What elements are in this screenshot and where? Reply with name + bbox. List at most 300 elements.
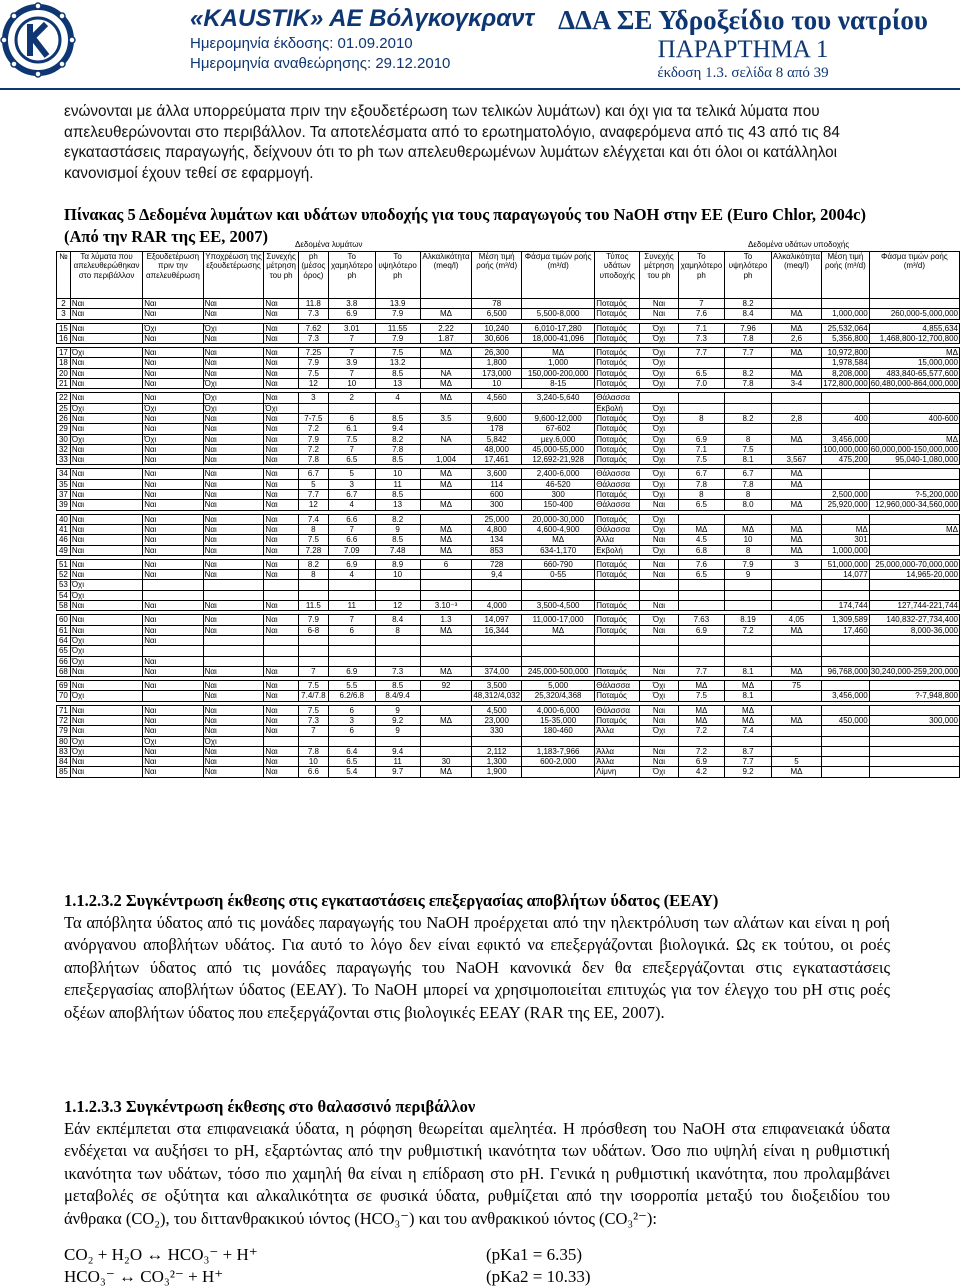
table-cell: Ναι [70, 767, 142, 777]
table-cell: Εκβολή [595, 545, 640, 555]
table-cell: 46 [57, 535, 71, 545]
table-cell: 8.4 [375, 615, 420, 625]
table-cell [472, 646, 522, 656]
table-row [57, 490, 960, 500]
table-cell: 18 [57, 358, 71, 368]
table-cell: Ναι [70, 524, 142, 534]
table-cell: Ναι [264, 379, 298, 389]
table-cell: Όχι [203, 736, 264, 746]
table-cell: Όχι [640, 615, 678, 625]
table-cell [771, 393, 821, 403]
column-header: ph (μέσος όρος) [298, 252, 328, 299]
table-cell: 6.9 [328, 309, 375, 319]
table-cell: Ναι [143, 309, 203, 319]
table-cell: Ναι [143, 444, 203, 454]
table-cell: ΜΔ [420, 309, 472, 319]
table-cell: 600-2,000 [522, 757, 595, 767]
table-row [57, 757, 960, 767]
table-cell: 7.8 [375, 444, 420, 454]
table-cell: Όχι [640, 545, 678, 555]
table-cell: 7.9 [375, 309, 420, 319]
table-cell: 13.2 [375, 358, 420, 368]
table-cell: 1.3 [420, 615, 472, 625]
table-cell: 178 [472, 424, 522, 434]
table-cell [771, 705, 821, 715]
table-cell: Ναι [70, 705, 142, 715]
table-cell: Όχι [640, 348, 678, 358]
table-cell: Ναι [203, 666, 264, 676]
table-row [57, 615, 960, 625]
table-cell: Ναι [143, 514, 203, 524]
table-cell [375, 736, 420, 746]
table-cell [472, 635, 522, 645]
table-cell: 33 [57, 455, 71, 465]
table-cell: Ναι [264, 746, 298, 756]
table-cell: 23,000 [472, 715, 522, 725]
table-cell: ΜΔ [725, 681, 772, 691]
column-header: Αλκαλικότητα (meq/l) [420, 252, 472, 299]
table-cell: Ποταμός [595, 715, 640, 725]
table-cell: 7.7 [725, 757, 772, 767]
table-cell: Όχι [640, 514, 678, 524]
table-cell: 7 [328, 615, 375, 625]
table-cell: 4,560 [472, 393, 522, 403]
table-row [57, 736, 960, 746]
table-cell: 29 [57, 424, 71, 434]
table-cell: ΜΔ [420, 500, 472, 510]
table-cell [298, 403, 328, 413]
table-cell: Ναι [70, 379, 142, 389]
table-cell: Ποταμός [595, 455, 640, 465]
column-header: № [57, 252, 71, 299]
header-divider [0, 88, 960, 90]
table-cell: ΜΔ [771, 469, 821, 479]
table-cell: 3 [328, 715, 375, 725]
table-cell [375, 580, 420, 590]
table-cell: 3 [57, 309, 71, 319]
table-cell: Ναι [264, 615, 298, 625]
table-cell [420, 424, 472, 434]
table-row [57, 656, 960, 666]
table-cell: Ναι [143, 601, 203, 611]
table-cell: Ναι [143, 524, 203, 534]
table-cell: Ναι [143, 490, 203, 500]
table-cell: Ναι [264, 393, 298, 403]
company-name: «KAUSTIK» AE Βόλγκογκραντ [190, 5, 535, 32]
table-row [57, 368, 960, 378]
table-cell [595, 646, 640, 656]
table-cell: Ναι [264, 479, 298, 489]
table-cell [420, 403, 472, 413]
column-header: Μέση τιμή ροής (m³/d) [822, 252, 870, 299]
table-cell [420, 514, 472, 524]
table-cell: Ναι [264, 434, 298, 444]
table-cell [522, 580, 595, 590]
table-cell [771, 746, 821, 756]
table-cell: 60 [57, 615, 71, 625]
table-cell [640, 590, 678, 600]
table-cell: 9.2 [725, 767, 772, 777]
table-row [57, 333, 960, 343]
table-cell: 634-1,170 [522, 545, 595, 555]
table-cell [420, 299, 472, 309]
table-cell: Ναι [143, 715, 203, 725]
table-cell: 9 [725, 570, 772, 580]
table-cell: 16,344 [472, 625, 522, 635]
table-cell: 7 [328, 524, 375, 534]
table-cell: 8-15 [522, 379, 595, 389]
table-cell: Ποταμός [595, 413, 640, 423]
table-cell: Ναι [70, 500, 142, 510]
table-cell: Όχι [70, 580, 142, 590]
table-cell: 7.9 [375, 333, 420, 343]
table-cell: Ναι [264, 666, 298, 676]
table-cell: Ναι [264, 455, 298, 465]
table-cell [203, 656, 264, 666]
table-cell [869, 580, 959, 590]
table-cell: Ναι [203, 368, 264, 378]
table-cell: 150-400 [522, 500, 595, 510]
table-cell: 483,840-65,577,600 [869, 368, 959, 378]
revision-date: Ημερομηνία αναθεώρησης: 29.12.2010 [190, 55, 451, 72]
table-cell: 10 [375, 469, 420, 479]
table-cell [298, 635, 328, 645]
table-cell [822, 746, 870, 756]
table-cell [869, 656, 959, 666]
table-cell: Ναι [203, 309, 264, 319]
table-cell: 7.5 [678, 691, 725, 701]
table-cell: ΜΔ [420, 715, 472, 725]
table-cell: 3.9 [328, 358, 375, 368]
table-cell: 6.5 [328, 455, 375, 465]
table-cell: 114 [472, 479, 522, 489]
table-cell: Ναι [203, 705, 264, 715]
table-cell: ΜΔ [869, 348, 959, 358]
table-cell: Ναι [640, 601, 678, 611]
table-cell: 10 [472, 379, 522, 389]
table-cell: 1,000,000 [822, 309, 870, 319]
table-cell [822, 590, 870, 600]
table-cell: Ποταμός [595, 666, 640, 676]
table-cell [822, 726, 870, 736]
table-cell: 7.8 [725, 333, 772, 343]
table-cell: 8 [298, 570, 328, 580]
table-cell: 14,965-20,000 [869, 570, 959, 580]
table-cell: 8.2 [725, 413, 772, 423]
table-cell: Ναι [70, 424, 142, 434]
table-cell [420, 580, 472, 590]
table-cell [771, 691, 821, 701]
table-cell: Ναι [70, 479, 142, 489]
table-cell: 600 [472, 490, 522, 500]
table-cell: 30 [57, 434, 71, 444]
table-cell [640, 635, 678, 645]
column-header: Τύπος υδάτων υποδοχής [595, 252, 640, 299]
column-header: Το υψηλότερο ph [375, 252, 420, 299]
table-cell: Ναι [203, 757, 264, 767]
table-row [57, 358, 960, 368]
table-cell: Ναι [70, 323, 142, 333]
table-cell: Ναι [203, 444, 264, 454]
table-cell: 6.8 [678, 545, 725, 555]
table-cell: Ναι [203, 358, 264, 368]
section-text-marine: Εάν εκπέμπεται στα επιφανειακά ύδατα, η ρόφηση θεωρείται αμελητέα. Η πρόσθεση του NaOH στα επιφανειακά ύδατα ενδέχεται να αυξήσει το pH, εξαρτώντας από την ρυθμιστική ικανότητα των υδάτων. Όσο πιο υψηλή είναι η ρυθμιστική ικανότητα των υδάτων, τόσο πιο χαμηλή θα είναι η επίδραση στο pH. Γενικά η ρυθμιστική ικανότητα, που προλαμβάνει μεταβολές σε οξύτητα και αλκαλικότητα σε φυσικά ύδατα, ρυθμίζεται από την ισορροπία μεταξύ του διοξειδίου του άνθρακα (CO₂), του διττανθρακικού ιόντος (HCO₃⁻) και του ανθρακικού ιόντος (CO₃²⁻): [64, 1119, 890, 1228]
intro-paragraph: ενώνονται με άλλα υπορρεύματα πριν την εξουδετέρωση των τελικών λυμάτων) και όχι για τα τελικά λύματα που απελευθερώνονται στο περιβάλλον. Τα αποτελέσματα από το ερωτηματολόγιο, αναφερόμενα από τις 43 από τις 84 εγκαταστάσεις παραγωγής, δείχνουν ότι το ph των απελευθερωμένων λυμάτων ελέγχεται και ότι όλοι οι κατάλληλοι κανονισμοί έχουν τεθεί σε εφαρμογή. [64, 103, 840, 182]
table-cell: ΜΔ [420, 393, 472, 403]
table-cell: 1,183-7,966 [522, 746, 595, 756]
issue-date: Ημερομηνία έκδοσης: 01.09.2010 [190, 35, 413, 52]
table-cell [869, 726, 959, 736]
table-cell: 4,500 [472, 705, 522, 715]
table-cell: ΜΔ [420, 666, 472, 676]
table-cell: Ναι [70, 545, 142, 555]
table-cell: 4,000 [472, 601, 522, 611]
table-cell: 5 [298, 479, 328, 489]
table-row [57, 666, 960, 676]
group-receiving-label: Δεδομένα υδάτων υποδοχής [748, 240, 850, 249]
table-cell: 2.22 [420, 323, 472, 333]
column-header: Εξουδετέρωση πριν την απελευθέρωση [143, 252, 203, 299]
table-cell: Ναι [640, 535, 678, 545]
table-cell: Ναι [143, 424, 203, 434]
table-cell: Ναι [143, 368, 203, 378]
table-cell: Όχι [640, 434, 678, 444]
table-cell [522, 403, 595, 413]
table-cell: Ναι [203, 524, 264, 534]
table-cell: 7.3 [298, 333, 328, 343]
table-cell: 9.7 [375, 767, 420, 777]
table-cell: Άλλα [595, 726, 640, 736]
table-cell: Ναι [70, 570, 142, 580]
table-cell: 7.25 [298, 348, 328, 358]
table-cell: 5.5 [328, 681, 375, 691]
table-cell: 6.9 [328, 666, 375, 676]
table-cell: 8.5 [375, 490, 420, 500]
table-cell: Ναι [203, 570, 264, 580]
table-cell [595, 590, 640, 600]
table-cell: Ναι [143, 635, 203, 645]
table-row [57, 559, 960, 569]
table-cell: 7.62 [298, 323, 328, 333]
table-cell: 1,004 [420, 455, 472, 465]
table-cell: 13 [375, 500, 420, 510]
table-cell: 6,010-17,280 [522, 323, 595, 333]
table-cell: 15,000,000 [869, 358, 959, 368]
table-cell [771, 736, 821, 746]
table-cell: 20 [57, 368, 71, 378]
table-cell: 4 [328, 500, 375, 510]
table-cell: 8 [725, 490, 772, 500]
table-cell [420, 444, 472, 454]
table-cell: 7.5 [298, 368, 328, 378]
table-cell: 6.5 [678, 500, 725, 510]
table-cell: 8.0 [725, 500, 772, 510]
table-cell: Ναι [70, 559, 142, 569]
table-cell [640, 393, 678, 403]
table-cell: 174,744 [822, 601, 870, 611]
table-cell: 7.7 [298, 490, 328, 500]
table-cell: Ναι [640, 625, 678, 635]
table-row [57, 444, 960, 454]
table-cell: 173,000 [472, 368, 522, 378]
table-cell: Θάλασσα [595, 393, 640, 403]
table-row [57, 403, 960, 413]
table-cell: Όχι [203, 393, 264, 403]
table-cell [822, 299, 870, 309]
table-cell: Όχι [640, 455, 678, 465]
table-cell: Ποταμός [595, 691, 640, 701]
table-cell: Όχι [640, 444, 678, 454]
table-cell: 49 [57, 545, 71, 555]
table-cell: 22 [57, 393, 71, 403]
table-cell: Ναι [203, 715, 264, 725]
table-cell: ΜΔ [771, 524, 821, 534]
table-cell: 25,000 [472, 514, 522, 524]
table-cell: ΜΔ [420, 524, 472, 534]
table-cell: 8.5 [375, 413, 420, 423]
table-cell: 7.5 [375, 348, 420, 358]
table-cell: 7.5 [725, 444, 772, 454]
table-cell: 6.6 [328, 535, 375, 545]
table-cell: Ναι [143, 469, 203, 479]
table-row [57, 726, 960, 736]
column-header: Φάσμα τιμών ροής (m³/d) [522, 252, 595, 299]
table-cell: 1,000,000 [822, 545, 870, 555]
table-cell: 6.7 [328, 490, 375, 500]
table-cell [678, 646, 725, 656]
table-cell: ΜΔ [771, 545, 821, 555]
table-cell: 7.8 [678, 479, 725, 489]
table-cell: Ναι [264, 691, 298, 701]
table-cell: 7.5 [298, 535, 328, 545]
table-cell: 300 [522, 490, 595, 500]
table-cell [822, 635, 870, 645]
table-cell [725, 635, 772, 645]
table-cell: 53 [57, 580, 71, 590]
table-cell [678, 590, 725, 600]
table-cell: 5.4 [328, 767, 375, 777]
table-cell: 2,400-6,000 [522, 469, 595, 479]
table-cell: 100,000,000 [823, 444, 868, 454]
table-cell: 7.9 [725, 559, 772, 569]
table-cell: ?-7,948,800 [869, 691, 959, 701]
table-cell: ΜΔ [822, 524, 870, 534]
table-cell: Όχι [640, 413, 678, 423]
table-cell: 4,000-6,000 [522, 705, 595, 715]
column-header: Φάσμα τιμών ροής (m³/d) [869, 252, 959, 299]
table-cell [595, 580, 640, 590]
table-cell [328, 736, 375, 746]
table-cell: 48,000 [472, 444, 522, 454]
table-cell [725, 580, 772, 590]
table-cell: 6.5 [678, 570, 725, 580]
table-cell: 12,692-21,928 [522, 455, 595, 465]
table-cell: Ναι [640, 715, 678, 725]
table-cell: ΜΔ [678, 715, 725, 725]
table-cell: Ναι [70, 455, 142, 465]
table-cell: Ναι [143, 705, 203, 715]
table-cell: 3.01 [328, 323, 375, 333]
table-cell [678, 736, 725, 746]
table-cell: 4,800 [472, 524, 522, 534]
table-cell: Όχι [143, 323, 203, 333]
table-cell: 37 [57, 490, 71, 500]
table-cell: Ναι [143, 500, 203, 510]
table-cell: Όχι [70, 736, 142, 746]
table-cell [822, 705, 870, 715]
table-cell: 7.6 [678, 559, 725, 569]
table-cell [640, 646, 678, 656]
table-cell: 66 [57, 656, 71, 666]
table-cell: Όχι [264, 403, 298, 413]
column-header: Τα λύματα που απελευθερώθηκαν στο περιβάλλον [70, 252, 142, 299]
table-cell [725, 514, 772, 524]
table-cell: Ποταμός [595, 358, 640, 368]
table-cell: 35 [57, 479, 71, 489]
table-cell: 14,077 [822, 570, 870, 580]
table-cell: 3-4 [771, 379, 821, 389]
table-cell: Ναι [143, 545, 203, 555]
table-row [57, 535, 960, 545]
table-cell: ΜΔ [869, 434, 959, 444]
table-cell: 7.9 [298, 358, 328, 368]
table-row [57, 413, 960, 423]
table-cell: Όχι [70, 746, 142, 756]
table-cell: 150,000-200,000 [522, 368, 595, 378]
table-cell: 25,920,000 [822, 500, 870, 510]
table-cell: 7-7.5 [298, 413, 328, 423]
table-cell: ΜΔ [420, 625, 472, 635]
table-cell: 7.3 [375, 666, 420, 676]
table-cell: 7.2 [725, 625, 772, 635]
table-cell: 6.6 [298, 767, 328, 777]
table-cell [328, 635, 375, 645]
table-cell: Όχι [70, 691, 142, 701]
table-cell: Ναι [264, 570, 298, 580]
table-cell [771, 656, 821, 666]
table-cell: 4,855,634 [869, 323, 959, 333]
table-cell: 450,000 [822, 715, 870, 725]
table-cell: 9 [375, 705, 420, 715]
table-cell: Ναι [70, 299, 142, 309]
equation-2-pka: (pKa2 = 10.33) [486, 1267, 591, 1286]
table-cell [869, 545, 959, 555]
table-cell: 8.4 [725, 309, 772, 319]
table-cell: Ναι [143, 299, 203, 309]
section-text-eeay: Τα απόβλητα ύδατος από τις μονάδες παραγωγής του NaOH προέρχεται από την ηλεκτρόλυση των αλάτων και είναι η ροή ανόργανου αποβλήτων υδάτος. Για αυτό το λόγο δεν είναι εφικτό να επεξεργάζονται βιολογικά. Ως εκ τούτου, οι ροές αποβλήτων ύδατος από τις μονάδες παραγωγής του NaOH κανονικά δεν θα επεξεργάζονται στις εγκαταστάσεις επεξεργασίας αποβλήτων ύδατος (ΕΕΑΥ). Το NaOH μπορεί να χρησιμοποιείται επιτυχώς για τον έλεγχο του pH στις ροές οξέων αποβλήτων ύδατος που επεξεργάζονται στις βιολογικές ΕΕΑΥ (RAR της ΕΕ, 2007). [64, 913, 890, 1022]
table-cell: 48,312/4,032 [473, 691, 521, 701]
table-cell: Ποταμός [595, 625, 640, 635]
table-cell: Ναι [143, 413, 203, 423]
table-header-row [57, 252, 960, 299]
table-cell: Ποταμός [595, 333, 640, 343]
table-cell [678, 424, 725, 434]
table-cell [869, 535, 959, 545]
table-cell: 11 [375, 479, 420, 489]
table-cell: 8.1 [725, 666, 772, 676]
table-cell [328, 656, 375, 666]
table-cell: 8.5 [375, 455, 420, 465]
table-cell: 79 [57, 726, 71, 736]
table-cell: Ναι [70, 358, 142, 368]
table-cell: ΜΔ [725, 524, 772, 534]
table-cell [420, 746, 472, 756]
table-cell: Ναι [70, 615, 142, 625]
table-cell: Όχι [70, 348, 142, 358]
table-cell: Ποταμός [595, 490, 640, 500]
column-header: Συνεχής μέτρηση του ph [264, 252, 298, 299]
table-cell: 4 [328, 570, 375, 580]
